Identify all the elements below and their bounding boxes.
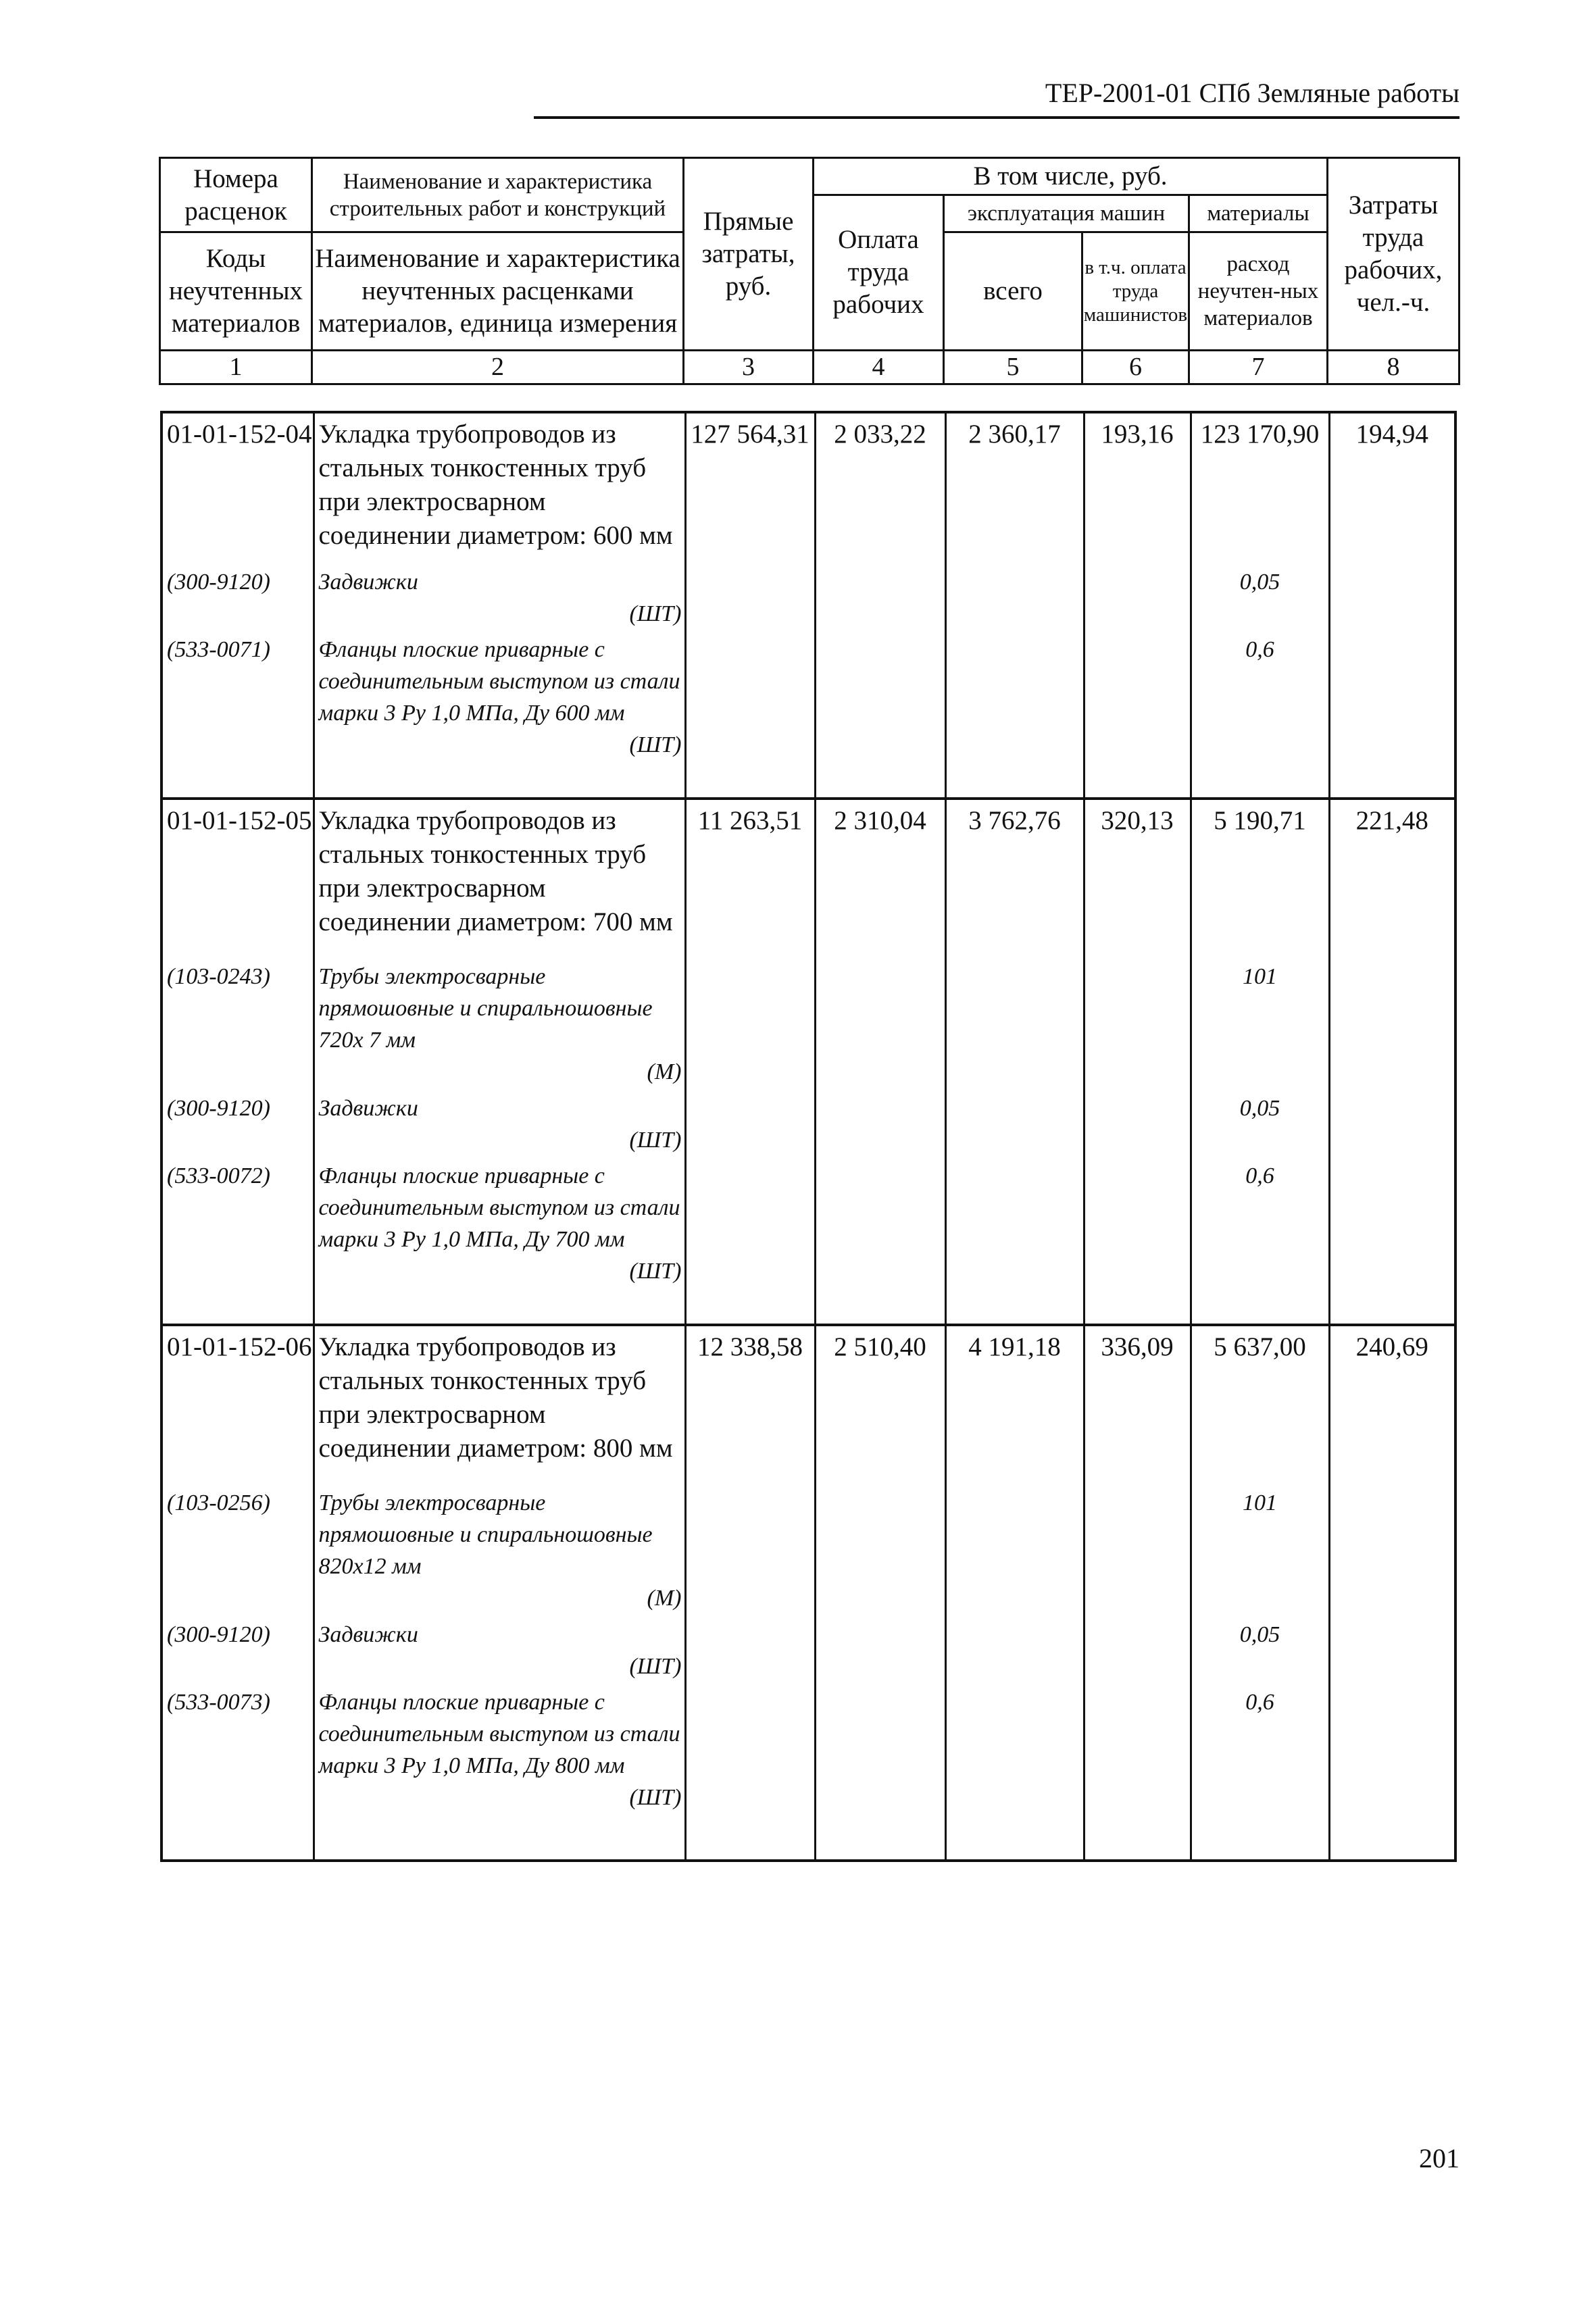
resource-name: Задвижки bbox=[318, 1622, 418, 1647]
resource-name: Фланцы плоские приварные с соединительным выступом из стали марки 3 Ру 1,0 МПа, Ду 800 мм bbox=[318, 1690, 680, 1778]
rates-table bbox=[160, 411, 1457, 1862]
running-head: ТЕР-2001-01 СПб Земляные работы bbox=[1045, 78, 1460, 108]
resource-unit: (М) bbox=[647, 1059, 682, 1084]
rate-machinist-labor: 193,16 bbox=[1084, 412, 1191, 566]
header-col8: Затраты труда рабочих, чел.-ч. bbox=[1328, 158, 1460, 351]
resource-quantity: 101 bbox=[1191, 961, 1329, 1092]
rate-materials: 5 190,71 bbox=[1191, 799, 1329, 961]
header-number: 3 bbox=[684, 350, 814, 384]
resource-quantity: 0,05 bbox=[1191, 1092, 1329, 1160]
header-materials: материалы bbox=[1189, 195, 1328, 232]
resource-code: (300-9120) bbox=[161, 1619, 314, 1686]
rate-labor-cost: 2 033,22 bbox=[815, 412, 945, 566]
header-col5: всего bbox=[944, 232, 1082, 351]
header-number: 5 bbox=[944, 350, 1082, 384]
header-number: 1 bbox=[160, 350, 312, 384]
rate-direct-cost: 11 263,51 bbox=[685, 799, 815, 961]
rate-machinist-labor: 320,13 bbox=[1084, 799, 1191, 961]
rate-direct-cost: 127 564,31 bbox=[685, 412, 815, 566]
resource-row bbox=[161, 634, 1455, 799]
rate-name: Укладка трубопроводов из стальных тонкостенных труб при электросварном соединении диаметром: 600 мм bbox=[314, 412, 685, 566]
header-number: 4 bbox=[814, 350, 944, 384]
resource-row bbox=[161, 566, 1455, 634]
rate-machines-total: 4 191,18 bbox=[945, 1325, 1084, 1487]
resource-code: (533-0072) bbox=[161, 1160, 314, 1325]
resource-row bbox=[161, 1686, 1455, 1861]
header-col1-top: Номера расценок bbox=[160, 158, 312, 232]
rate-code: 01-01-152-04 bbox=[161, 412, 314, 566]
resource-unit: (ШТ) bbox=[629, 1259, 682, 1284]
rate-name: Укладка трубопроводов из стальных тонкостенных труб при электросварном соединении диаметром: 700 мм bbox=[314, 799, 685, 961]
resource-name: Трубы электросварные прямошовные и спиральношовные 720х 7 мм bbox=[318, 964, 653, 1053]
resource-unit: (ШТ) bbox=[629, 1654, 682, 1679]
resource-unit: (ШТ) bbox=[629, 1785, 682, 1810]
resource-name: Задвижки bbox=[318, 1096, 418, 1121]
rate-labor-hours: 240,69 bbox=[1329, 1325, 1455, 1487]
rate-machines-total: 2 360,17 bbox=[945, 412, 1084, 566]
resource-unit: (ШТ) bbox=[629, 732, 682, 757]
rate-labor-hours: 194,94 bbox=[1329, 412, 1455, 566]
resource-unit: (М) bbox=[647, 1586, 682, 1611]
rate-materials: 5 637,00 bbox=[1191, 1325, 1329, 1487]
resource-quantity: 101 bbox=[1191, 1487, 1329, 1619]
header-group: В том числе, руб. bbox=[814, 158, 1328, 195]
column-header-table bbox=[159, 157, 1460, 385]
resource-code: (533-0071) bbox=[161, 634, 314, 799]
header-number: 6 bbox=[1082, 350, 1189, 384]
rate-machines-total: 3 762,76 bbox=[945, 799, 1084, 961]
resource-row bbox=[161, 1160, 1455, 1325]
resource-code: (300-9120) bbox=[161, 1092, 314, 1160]
header-col4: Оплата труда рабочих bbox=[814, 195, 944, 351]
header-col7: расход неучтен-ных материалов bbox=[1189, 232, 1328, 351]
resource-name: Фланцы плоские приварные с соединительным выступом из стали марки 3 Ру 1,0 МПа, Ду 600 мм bbox=[318, 637, 680, 726]
resource-quantity: 0,05 bbox=[1191, 1619, 1329, 1686]
rate-labor-cost: 2 510,40 bbox=[815, 1325, 945, 1487]
resource-quantity: 0,05 bbox=[1191, 566, 1329, 634]
header-col3: Прямые затраты, руб. bbox=[684, 158, 814, 351]
rate-labor-hours: 221,48 bbox=[1329, 799, 1455, 961]
resource-row bbox=[161, 1487, 1455, 1619]
header-col1-bottom: Коды неучтенных материалов bbox=[160, 232, 312, 351]
header-number: 8 bbox=[1328, 350, 1460, 384]
rate-machinist-labor: 336,09 bbox=[1084, 1325, 1191, 1487]
resource-code: (103-0243) bbox=[161, 961, 314, 1092]
rate-row bbox=[161, 799, 1455, 961]
resource-row bbox=[161, 1619, 1455, 1686]
rate-direct-cost: 12 338,58 bbox=[685, 1325, 815, 1487]
rate-row bbox=[161, 1325, 1455, 1487]
resource-name: Фланцы плоские приварные с соединительным выступом из стали марки 3 Ру 1,0 МПа, Ду 700 мм bbox=[318, 1163, 680, 1252]
header-col6: в т.ч. оплата труда машинистов bbox=[1082, 232, 1189, 351]
rate-labor-cost: 2 310,04 bbox=[815, 799, 945, 961]
header-number: 2 bbox=[312, 350, 684, 384]
resource-name: Трубы электросварные прямошовные и спиральношовные 820х12 мм bbox=[318, 1490, 653, 1579]
resource-unit: (ШТ) bbox=[629, 601, 682, 626]
rate-code: 01-01-152-05 bbox=[161, 799, 314, 961]
rate-name: Укладка трубопроводов из стальных тонкостенных труб при электросварном соединении диаметром: 800 мм bbox=[314, 1325, 685, 1487]
header-number: 7 bbox=[1189, 350, 1328, 384]
header-machines: эксплуатация машин bbox=[944, 195, 1189, 232]
resource-row bbox=[161, 961, 1455, 1092]
resource-quantity: 0,6 bbox=[1191, 634, 1329, 799]
header-col2-top: Наименование и характеристика строительных работ и конструкций bbox=[312, 158, 684, 232]
resource-name: Задвижки bbox=[318, 570, 418, 595]
resource-quantity: 0,6 bbox=[1191, 1686, 1329, 1861]
resource-unit: (ШТ) bbox=[629, 1128, 682, 1153]
page-number: 201 bbox=[1419, 2143, 1460, 2173]
resource-quantity: 0,6 bbox=[1191, 1160, 1329, 1325]
rate-row bbox=[161, 412, 1455, 566]
resource-code: (103-0256) bbox=[161, 1487, 314, 1619]
header-col2-bottom: Наименование и характеристика неучтенных расценками материалов, единица измерения bbox=[312, 232, 684, 351]
rate-code: 01-01-152-06 bbox=[161, 1325, 314, 1487]
resource-code: (300-9120) bbox=[161, 566, 314, 634]
header-rule bbox=[534, 116, 1460, 119]
resource-code: (533-0073) bbox=[161, 1686, 314, 1861]
resource-row bbox=[161, 1092, 1455, 1160]
rate-materials: 123 170,90 bbox=[1191, 412, 1329, 566]
